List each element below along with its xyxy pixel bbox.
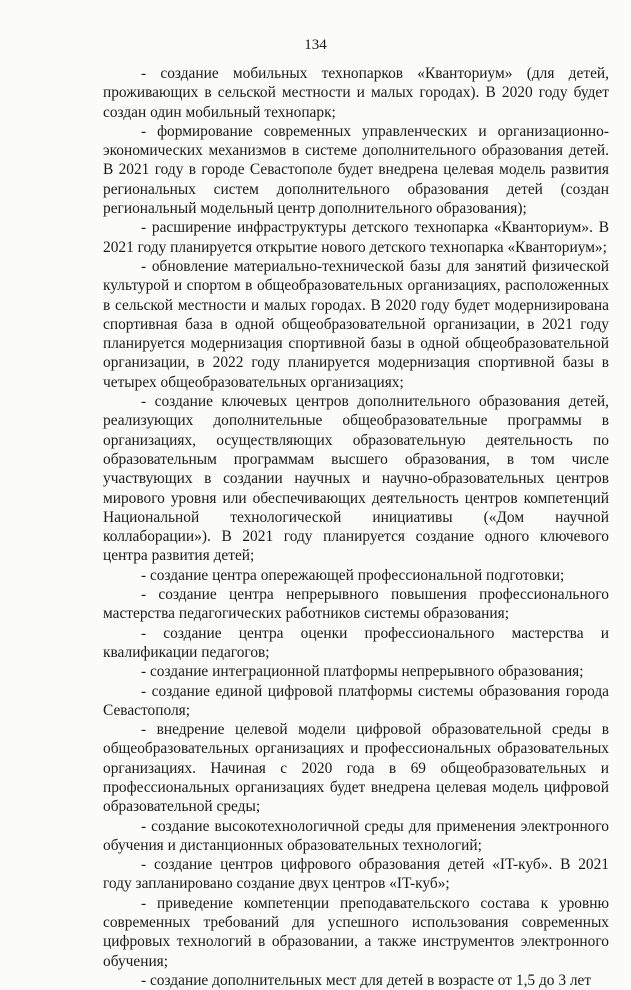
page-number: 134	[304, 37, 327, 53]
paragraph-digital-environment-model: - внедрение целевой модели цифровой образовательной среды в общеобразовательных организациях и профессиональных образовательных организациях. Начиная с 2020 года в 69 общеобразовательных и профессиональных организациях будет внедрена целевая модель цифровой образовательной среды;	[103, 721, 609, 816]
paragraph-high-tech-environment: - создание высокотехнологичной среды для применения электронного обучения и дистанционных образовательных технологий;	[103, 817, 609, 854]
paragraph-key-centers: - создание ключевых центров дополнительного образования детей, реализующих дополнительные общеобразовательные программы в организациях, осуществляющих образовательную деятельность по образовательным программам высшего образования, в том числе участвующих в создании научных и научно-образовательных центров мирового уровня или обеспечивающих деятельность центров компетенций Национальной технологической инициативы («Дом научной коллаборации»). В 2021 году планируется создание одного ключевого центра развития детей;	[103, 393, 609, 565]
body-text	[103, 64, 609, 990]
paragraph-kvantorium-infrastructure: - расширение инфраструктуры детского технопарка «Кванториум». В 2021 году планируется открытие нового детского технопарка «Кванториум»;	[103, 219, 609, 256]
paragraph-integration-platform: - создание интеграционной платформы непрерывного образования;	[141, 663, 584, 681]
paragraph-additional-places: - создание дополнительных мест для детей в возрасте от 1,5 до 3 лет	[141, 971, 592, 989]
paragraph-digital-platform: - создание единой цифровой платформы системы образования города Севастополя;	[103, 682, 609, 719]
paragraph-assessment-center: - создание центра оценки профессионального мастерства и квалификации педагогов;	[103, 624, 609, 661]
paragraph-management-mechanisms: - формирование современных управленческих и организационно-экономических механизмов в системе дополнительного образования детей. В 2021 году в городе Севастополе будет внедрена целевая модель развития региональных систем дополнительного образования детей (создан региональный модельный центр дополнительного образования);	[103, 122, 609, 218]
paragraph-continuous-development-center: - создание центра непрерывного повышения профессионального мастерства педагогических работников системы образования;	[103, 586, 609, 623]
paragraph-mobile-technoparks: - создание мобильных технопарков «Кванториум» (для детей, проживающих в сельской местности и малых городах). В 2020 году будет создан один мобильный технопарк;	[103, 65, 609, 121]
paragraph-teacher-competence: - приведение компетенции преподавательского состава к уровню современных требований для успешного использования современных цифровых технологий в образовании, а также инструментов электронного обучения;	[103, 894, 609, 970]
paragraph-it-cube: - создание центров цифрового образования детей «IT-куб». В 2021 году запланировано создание двух центров «IT-куб»;	[103, 856, 609, 893]
paragraph-sports-base: - обновление материально-технической базы для занятий физической культурой и спортом в общеобразовательных организациях, расположенных в сельской местности и малых городах. В 2020 году будет модернизирована спортивная база в одной общеобразовательной организации, в 2021 году планируется модернизация спортивной базы в одной общеобразовательной организации, в 2022 году планируется модернизация спортивной базы в четырех общеобразовательных организациях;	[103, 257, 609, 391]
paragraph-advanced-training-center: - создание центра опережающей профессиональной подготовки;	[141, 566, 565, 584]
